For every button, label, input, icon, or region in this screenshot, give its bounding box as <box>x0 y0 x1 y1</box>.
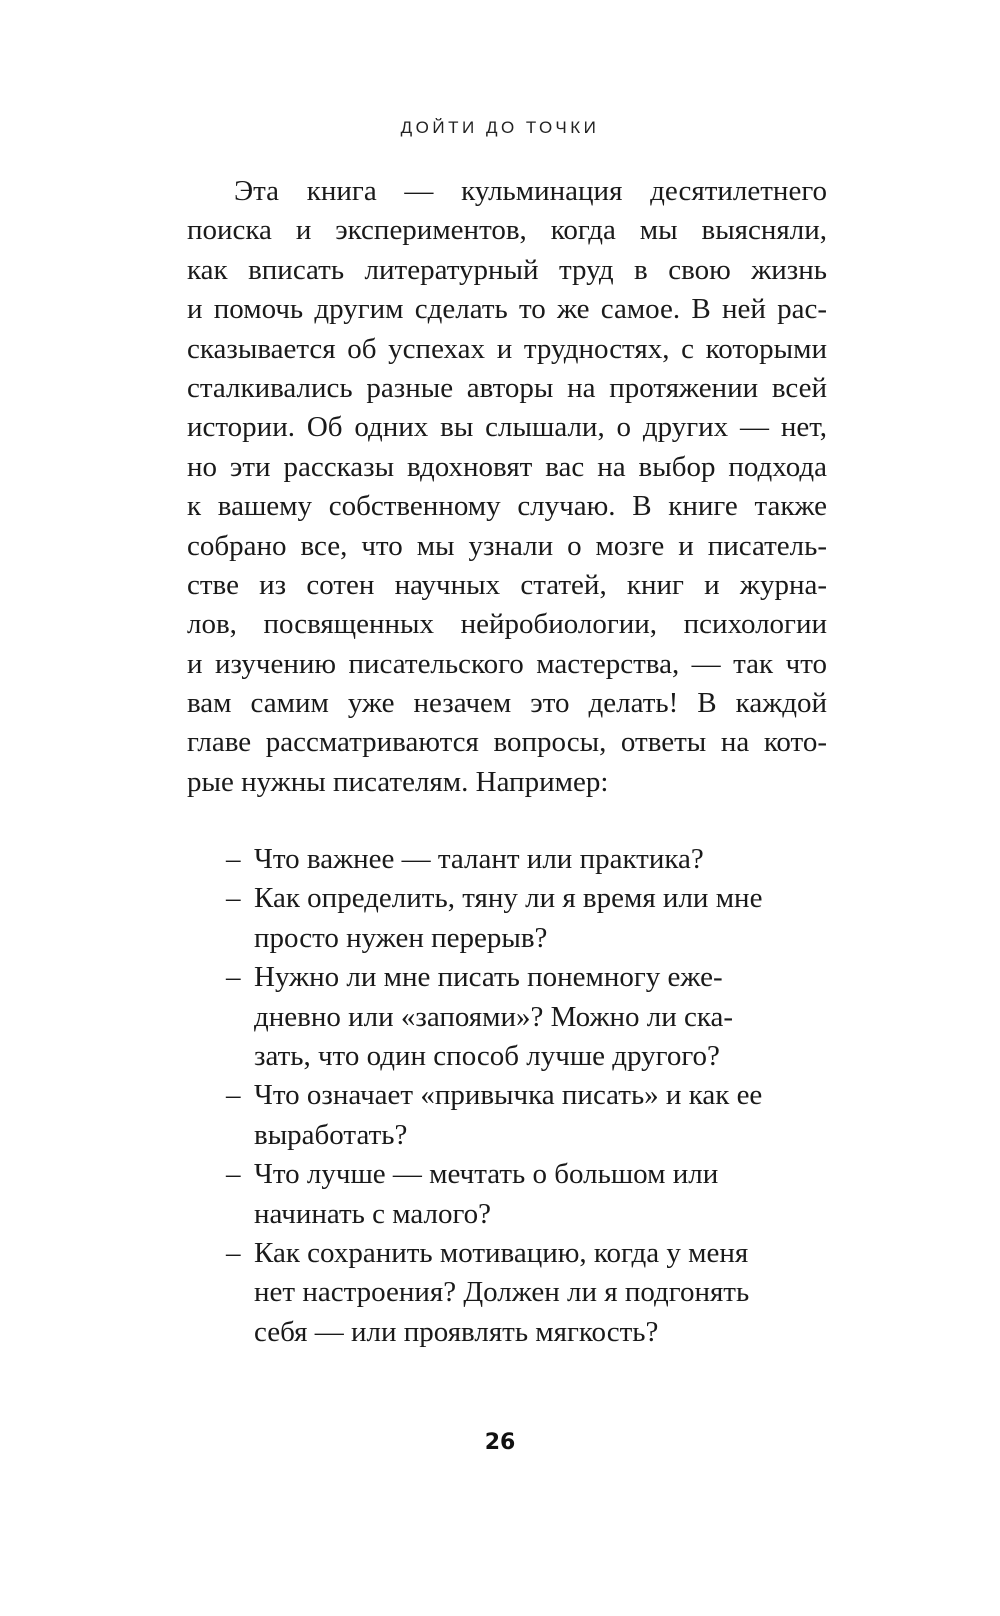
paragraph-line: сказывается об успехах и трудностях, с которыми <box>187 332 827 365</box>
paragraph-line: и изучению писательского мастерства, — так что <box>187 647 827 680</box>
list-bullet: – <box>226 843 241 875</box>
paragraph-line: Эта книга — кульминация десятилетнего <box>234 175 827 207</box>
running-head: ДОЙТИ ДО ТОЧКИ <box>400 118 600 137</box>
list-item-line: Как определить, тяну ли я время или мне <box>254 882 763 915</box>
list-bullet: – <box>226 1158 241 1191</box>
paragraph-line: вам самим уже незачем это делать! В каждой <box>187 687 827 720</box>
list-bullet: – <box>226 961 241 994</box>
list-item-line: начинать с малого? <box>254 1197 492 1230</box>
paragraph-line: лов, посвященных нейробиологии, психологии <box>187 608 827 641</box>
list-item-line: Как сохранить мотивацию, когда у меня <box>254 1236 749 1269</box>
paragraph-line: но эти рассказы вдохновят вас на выбор подхода <box>187 450 827 483</box>
paragraph-line: поиска и экспериментов, когда мы выясняли, <box>187 214 827 247</box>
list-item-line: просто нужен перерыв? <box>254 921 548 954</box>
list-item <box>226 879 786 958</box>
list-item <box>226 840 786 879</box>
paragraph-line: главе рассматриваются вопросы, ответы на кото- <box>187 726 827 759</box>
page-number: 26 <box>484 1430 516 1455</box>
list-item <box>226 1076 786 1155</box>
paragraph-line: рые нужны писателям. Например: <box>187 765 609 798</box>
list-bullet: – <box>226 882 241 915</box>
list-item-line: Что означает «привычка писать» и как ее <box>254 1079 763 1112</box>
list-item-line: дневно или «запоями»? Можно ли ска- <box>254 1000 734 1033</box>
list-item-line: Нужно ли мне писать понемногу еже- <box>254 961 723 994</box>
list-item-line: Что лучше — мечтать о большом или <box>254 1158 719 1191</box>
list-item <box>226 1155 786 1234</box>
paragraph-line: истории. Об одних вы слышали, о других — нет, <box>187 411 827 444</box>
paragraph-line: стве из сотен научных статей, книг и журна- <box>187 568 827 601</box>
list-item <box>226 958 786 1076</box>
list-item-line: нет настроения? Должен ли я подгонять <box>254 1276 750 1309</box>
paragraph-line: сталкивались разные авторы на протяжении всей <box>187 371 827 404</box>
paragraph-line: и помочь другим сделать то же самое. В ней рас- <box>187 293 827 326</box>
list-bullet: – <box>226 1236 241 1269</box>
list-item-line: себя — или проявлять мягкость? <box>254 1315 659 1348</box>
list-item-line: зать, что один способ лучше другого? <box>254 1039 720 1072</box>
question-list <box>226 840 786 1352</box>
paragraph-line: собрано все, что мы узнали о мозге и писатель- <box>187 529 827 562</box>
list-item-line: Что важнее — талант или практика? <box>254 843 704 875</box>
list-item-line: выработать? <box>254 1118 408 1151</box>
list-bullet: – <box>226 1079 241 1112</box>
body-paragraph <box>187 172 827 802</box>
paragraph-line: к вашему собственному случаю. В книге также <box>187 490 827 523</box>
list-item <box>226 1234 786 1352</box>
paragraph-line: как вписать литературный труд в свою жизнь <box>187 253 827 286</box>
